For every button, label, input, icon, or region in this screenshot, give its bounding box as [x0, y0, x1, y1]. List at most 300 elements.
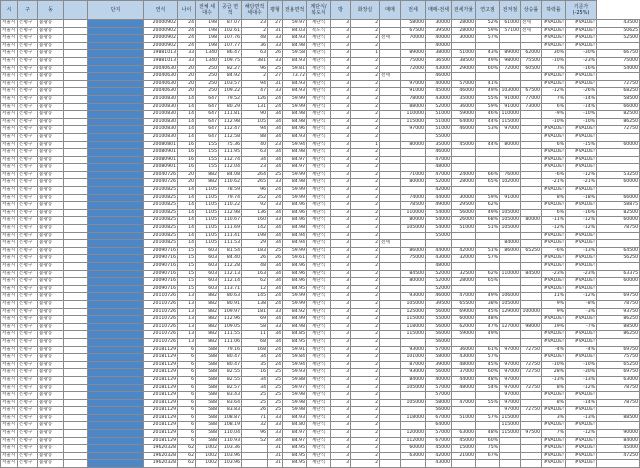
table-cell[interactable]: 46% — [476, 111, 500, 119]
table-cell[interactable]: 48% — [476, 316, 500, 324]
table-cell[interactable]: 71000 — [401, 171, 426, 179]
table-row[interactable] — [1, 384, 640, 392]
table-cell[interactable] — [380, 430, 401, 438]
table-cell[interactable]: 서울시 — [1, 164, 18, 172]
table-cell[interactable]: -10% — [566, 111, 597, 119]
table-cell[interactable] — [64, 346, 88, 354]
table-cell[interactable] — [88, 133, 144, 141]
table-cell[interactable] — [88, 437, 144, 445]
table-cell[interactable]: -13% — [542, 376, 566, 384]
table-cell[interactable] — [88, 392, 144, 400]
table-cell[interactable]: 882 — [196, 323, 219, 331]
table-cell[interactable]: 59.97 — [283, 384, 307, 392]
table-cell[interactable]: 103.96 — [219, 460, 242, 468]
table-cell[interactable]: 2 — [351, 35, 380, 43]
table-cell[interactable] — [452, 149, 476, 157]
table-cell[interactable]: 3 — [331, 65, 351, 73]
table-cell[interactable]: 은평구 — [18, 240, 38, 248]
table-cell[interactable]: 3 — [331, 111, 351, 119]
table-row[interactable] — [1, 80, 640, 88]
table-cell[interactable]: 19% — [542, 323, 566, 331]
table-row[interactable] — [1, 270, 640, 278]
table-cell[interactable] — [380, 50, 401, 58]
table-cell[interactable]: 계단식 — [307, 399, 331, 407]
table-cell[interactable]: 88 — [242, 133, 268, 141]
table-cell[interactable]: 111.69 — [219, 225, 242, 233]
table-cell[interactable]: 80000 — [401, 217, 426, 225]
table-cell[interactable]: 전세 — [521, 20, 542, 28]
table-cell[interactable]: 43000 — [426, 460, 452, 468]
table-cell[interactable]: 21000 — [452, 452, 476, 460]
table-cell[interactable]: 불광동 — [38, 65, 64, 73]
table-cell[interactable]: 15000 — [452, 445, 476, 453]
table-cell[interactable] — [521, 445, 542, 453]
table-cell[interactable] — [476, 407, 500, 415]
table-cell[interactable]: #VALUE! — [566, 35, 597, 43]
table-cell[interactable]: 110000 — [401, 111, 426, 119]
table-cell[interactable]: 26000 — [452, 217, 476, 225]
table-cell[interactable]: 은평구 — [18, 118, 38, 126]
table-cell[interactable]: 80000 — [521, 217, 542, 225]
table-cell[interactable]: 불광동 — [38, 384, 64, 392]
column-header[interactable]: 상승률 — [521, 1, 542, 20]
table-cell[interactable]: 계단식 — [307, 164, 331, 172]
table-cell[interactable]: 불광동 — [38, 338, 64, 346]
table-row[interactable] — [1, 300, 640, 308]
table-cell[interactable]: 서울시 — [1, 217, 18, 225]
table-row[interactable] — [1, 202, 640, 210]
table-cell[interactable] — [88, 42, 144, 50]
table-cell[interactable] — [521, 452, 542, 460]
table-cell[interactable]: 불광동 — [38, 399, 64, 407]
column-header[interactable]: 나이 — [178, 1, 196, 20]
table-cell[interactable] — [476, 263, 500, 271]
table-cell[interactable]: #VALUE! — [566, 27, 597, 35]
table-cell[interactable]: 계단식 — [307, 293, 331, 301]
table-cell[interactable] — [521, 141, 542, 149]
table-cell[interactable]: 54000 — [426, 217, 452, 225]
table-cell[interactable]: 서울시 — [1, 20, 18, 28]
table-cell[interactable]: 73.72 — [283, 73, 307, 81]
table-cell[interactable]: 34 — [242, 156, 268, 164]
table-cell[interactable]: 84.99 — [283, 316, 307, 324]
table-cell[interactable]: 84.95 — [283, 445, 307, 453]
table-cell[interactable] — [521, 179, 542, 187]
table-cell[interactable] — [64, 430, 88, 438]
table-cell[interactable]: 603 — [196, 270, 219, 278]
table-cell[interactable]: 84.97 — [283, 437, 307, 445]
table-cell[interactable]: 588 — [196, 354, 219, 362]
table-cell[interactable]: 은평구 — [18, 331, 38, 339]
table-cell[interactable]: 계단식 — [307, 103, 331, 111]
table-cell[interactable] — [64, 460, 88, 468]
table-cell[interactable] — [597, 42, 640, 50]
table-cell[interactable]: 계단식 — [307, 217, 331, 225]
table-cell[interactable]: 24 — [268, 187, 283, 195]
table-cell[interactable]: 2 — [351, 323, 380, 331]
table-cell[interactable]: 168 — [242, 346, 268, 354]
table-cell[interactable]: 250 — [196, 73, 219, 81]
table-cell[interactable] — [476, 285, 500, 293]
table-cell[interactable]: 97000 — [500, 407, 521, 415]
table-cell[interactable]: 34 — [268, 263, 283, 271]
table-cell[interactable]: 불광동 — [38, 88, 64, 96]
table-cell[interactable]: 계단식 — [307, 376, 331, 384]
table-cell[interactable]: 서울시 — [1, 354, 18, 362]
table-cell[interactable]: 78750 — [597, 384, 640, 392]
table-row[interactable] — [1, 126, 640, 134]
table-cell[interactable] — [64, 133, 88, 141]
table-cell[interactable]: 16 — [178, 141, 196, 149]
table-cell[interactable]: 2 — [351, 407, 380, 415]
table-cell[interactable]: 82.27 — [219, 65, 242, 73]
table-row[interactable] — [1, 118, 640, 126]
table-cell[interactable]: 은평구 — [18, 361, 38, 369]
table-cell[interactable]: 57% — [476, 414, 500, 422]
table-cell[interactable]: 2 — [351, 202, 380, 210]
table-cell[interactable]: 46000 — [452, 88, 476, 96]
table-cell[interactable]: 882 — [196, 171, 219, 179]
table-cell[interactable]: 25 — [268, 247, 283, 255]
table-cell[interactable] — [597, 232, 640, 240]
table-cell[interactable] — [452, 187, 476, 195]
table-cell[interactable]: 25 — [268, 392, 283, 400]
table-cell[interactable] — [380, 217, 401, 225]
table-cell[interactable]: 2 — [351, 118, 380, 126]
table-cell[interactable] — [64, 65, 88, 73]
table-cell[interactable]: 은평구 — [18, 88, 38, 96]
table-cell[interactable]: 60000 — [452, 316, 476, 324]
table-cell[interactable]: 60% — [476, 437, 500, 445]
table-cell[interactable] — [597, 392, 640, 400]
table-cell[interactable]: 43000 — [452, 354, 476, 362]
table-cell[interactable]: 2 — [351, 376, 380, 384]
table-cell[interactable]: 59.93 — [283, 369, 307, 377]
table-cell[interactable]: 84.80 — [283, 422, 307, 430]
table-cell[interactable]: 은평구 — [18, 278, 38, 286]
table-cell[interactable]: 55000 — [426, 316, 452, 324]
table-cell[interactable] — [380, 399, 401, 407]
table-cell[interactable]: 15 — [178, 255, 196, 263]
table-cell[interactable]: 57000 — [426, 392, 452, 400]
table-cell[interactable]: 은평구 — [18, 209, 38, 217]
table-cell[interactable]: 3 — [331, 376, 351, 384]
table-cell[interactable] — [380, 247, 401, 255]
table-cell[interactable] — [597, 156, 640, 164]
table-cell[interactable]: 20110726 — [144, 316, 178, 324]
table-cell[interactable] — [88, 430, 144, 438]
table-cell[interactable]: 2 — [351, 437, 380, 445]
table-cell[interactable]: 2 — [351, 65, 380, 73]
table-cell[interactable]: 84.98 — [283, 42, 307, 50]
table-cell[interactable]: -3% — [566, 308, 597, 316]
table-cell[interactable]: #VALUE! — [566, 202, 597, 210]
table-cell[interactable]: 3 — [331, 361, 351, 369]
table-cell[interactable]: 은평구 — [18, 354, 38, 362]
table-cell[interactable]: 은평구 — [18, 316, 38, 324]
table-cell[interactable] — [597, 149, 640, 157]
table-cell[interactable]: 38000 — [426, 50, 452, 58]
table-cell[interactable]: 103.36 — [219, 445, 242, 453]
table-cell[interactable] — [88, 240, 144, 248]
table-cell[interactable]: #VALUE! — [566, 149, 597, 157]
table-cell[interactable]: 84.92 — [219, 73, 242, 81]
table-cell[interactable]: 94 — [242, 80, 268, 88]
table-cell[interactable]: 3 — [331, 133, 351, 141]
table-cell[interactable]: 79.74 — [219, 194, 242, 202]
table-cell[interactable]: 24 — [268, 194, 283, 202]
table-cell[interactable]: 86000 — [500, 247, 521, 255]
table-cell[interactable]: 계단식 — [307, 118, 331, 126]
table-cell[interactable]: 84000 — [597, 437, 640, 445]
table-cell[interactable] — [500, 255, 521, 263]
table-cell[interactable]: #VALUE! — [566, 187, 597, 195]
table-cell[interactable]: 은평구 — [18, 399, 38, 407]
table-cell[interactable] — [521, 133, 542, 141]
table-cell[interactable]: 16 — [178, 149, 196, 157]
table-cell[interactable]: 계단식 — [307, 300, 331, 308]
table-cell[interactable]: 불광동 — [38, 171, 64, 179]
table-cell[interactable]: 불광동 — [38, 164, 64, 172]
table-cell[interactable]: 66% — [476, 171, 500, 179]
column-header[interactable]: 공급 면적 — [219, 1, 242, 20]
table-cell[interactable]: 588 — [196, 422, 219, 430]
table-cell[interactable] — [521, 399, 542, 407]
table-cell[interactable]: 7% — [542, 430, 566, 438]
table-cell[interactable]: 80.29 — [219, 103, 242, 111]
table-cell[interactable]: 86000 — [401, 247, 426, 255]
table-cell[interactable] — [521, 316, 542, 324]
table-cell[interactable]: 불광동 — [38, 187, 64, 195]
table-cell[interactable]: 81.54 — [219, 247, 242, 255]
table-cell[interactable]: 56000 — [426, 407, 452, 415]
table-cell[interactable] — [521, 392, 542, 400]
table-cell[interactable]: 20090716 — [144, 247, 178, 255]
table-cell[interactable]: 서울시 — [1, 407, 18, 415]
table-cell[interactable]: 6 — [178, 384, 196, 392]
table-cell[interactable]: 20080901 — [144, 156, 178, 164]
table-cell[interactable] — [380, 27, 401, 35]
table-cell[interactable]: 68 — [242, 338, 268, 346]
table-cell[interactable] — [64, 118, 88, 126]
table-row[interactable] — [1, 133, 640, 141]
table-cell[interactable]: 6 — [178, 392, 196, 400]
table-cell[interactable]: 계단식 — [307, 80, 331, 88]
table-cell[interactable]: 14 — [178, 133, 196, 141]
table-cell[interactable] — [64, 338, 88, 346]
table-cell[interactable]: 1105 — [196, 240, 219, 248]
table-cell[interactable]: 3 — [331, 247, 351, 255]
table-cell[interactable] — [597, 73, 640, 81]
table-cell[interactable] — [401, 232, 426, 240]
table-cell[interactable] — [597, 263, 640, 271]
table-cell[interactable]: 112.47 — [219, 126, 242, 134]
table-cell[interactable] — [88, 95, 144, 103]
table-cell[interactable]: 2 — [351, 346, 380, 354]
table-cell[interactable]: 불광동 — [38, 278, 64, 286]
table-cell[interactable]: 57000 — [426, 346, 452, 354]
table-cell[interactable]: -14% — [566, 399, 597, 407]
table-cell[interactable] — [88, 300, 144, 308]
table-cell[interactable]: #VALUE! — [542, 255, 566, 263]
table-cell[interactable]: 은평구 — [18, 111, 38, 119]
table-cell[interactable] — [64, 80, 88, 88]
table-cell[interactable]: 100000 — [521, 308, 542, 316]
table-cell[interactable] — [380, 156, 401, 164]
table-cell[interactable]: 115000 — [401, 118, 426, 126]
table-cell[interactable]: 은평구 — [18, 20, 38, 28]
column-header[interactable]: 동 — [38, 1, 64, 20]
table-cell[interactable]: 3 — [331, 240, 351, 248]
table-cell[interactable] — [380, 57, 401, 65]
table-cell[interactable]: 80.47 — [219, 354, 242, 362]
table-cell[interactable]: 80.63 — [219, 293, 242, 301]
table-row[interactable] — [1, 346, 640, 354]
table-cell[interactable]: 3 — [331, 95, 351, 103]
table-cell[interactable]: 112.98 — [219, 118, 242, 126]
table-cell[interactable]: 불광동 — [38, 247, 64, 255]
table-cell[interactable] — [597, 460, 640, 468]
table-cell[interactable]: 20100830 — [144, 133, 178, 141]
table-cell[interactable]: 86250 — [597, 118, 640, 126]
table-cell[interactable]: 3 — [331, 171, 351, 179]
table-cell[interactable]: 27 — [268, 20, 283, 28]
table-cell[interactable]: 80000 — [401, 278, 426, 286]
table-cell[interactable]: 36000 — [452, 346, 476, 354]
table-cell[interactable]: #VALUE! — [542, 338, 566, 346]
table-cell[interactable]: 불광동 — [38, 285, 64, 293]
table-cell[interactable]: 112.13 — [219, 270, 242, 278]
table-cell[interactable] — [380, 42, 401, 50]
table-cell[interactable]: 62 — [178, 452, 196, 460]
table-cell[interactable]: 51000 — [452, 225, 476, 233]
table-cell[interactable]: 59.99 — [283, 103, 307, 111]
table-cell[interactable]: 20181129 — [144, 407, 178, 415]
table-cell[interactable]: 24 — [268, 95, 283, 103]
table-cell[interactable] — [500, 278, 521, 286]
table-row[interactable] — [1, 278, 640, 286]
table-cell[interactable]: 13 — [178, 316, 196, 324]
table-cell[interactable]: 88000 — [401, 103, 426, 111]
table-cell[interactable]: 66750 — [597, 50, 640, 58]
table-cell[interactable]: -21% — [566, 179, 597, 187]
table-cell[interactable]: 19881013 — [144, 57, 178, 65]
table-cell[interactable]: 서울시 — [1, 149, 18, 157]
table-cell[interactable]: 265 — [242, 179, 268, 187]
table-cell[interactable]: 28000 — [452, 179, 476, 187]
table-cell[interactable]: 84500 — [401, 270, 426, 278]
table-cell[interactable]: 101000 — [401, 354, 426, 362]
table-cell[interactable]: 33 — [268, 202, 283, 210]
table-cell[interactable]: 은평구 — [18, 141, 38, 149]
table-cell[interactable]: 서울시 — [1, 126, 18, 134]
table-cell[interactable]: 43000 — [426, 95, 452, 103]
table-cell[interactable]: 109.75 — [219, 57, 242, 65]
table-cell[interactable]: 8% — [542, 194, 566, 202]
table-cell[interactable] — [88, 247, 144, 255]
table-cell[interactable]: #VALUE! — [566, 42, 597, 50]
table-cell[interactable]: 20080801 — [144, 141, 178, 149]
table-cell[interactable]: 19620328 — [144, 445, 178, 453]
table-cell[interactable]: 20100830 — [144, 126, 178, 134]
table-cell[interactable]: 136 — [242, 209, 268, 217]
table-cell[interactable]: 14 — [178, 126, 196, 134]
table-cell[interactable]: 3 — [331, 232, 351, 240]
table-cell[interactable]: 불광동 — [38, 422, 64, 430]
table-cell[interactable]: 75500 — [521, 57, 542, 65]
table-cell[interactable]: -14% — [566, 103, 597, 111]
table-cell[interactable]: 59.94 — [283, 141, 307, 149]
table-cell[interactable]: 59.88 — [283, 376, 307, 384]
table-cell[interactable]: #VALUE! — [566, 392, 597, 400]
table-cell[interactable]: 91000 — [500, 194, 521, 202]
table-cell[interactable]: 76000 — [500, 171, 521, 179]
table-cell[interactable] — [380, 263, 401, 271]
table-cell[interactable] — [380, 308, 401, 316]
table-cell[interactable]: 3 — [331, 407, 351, 415]
table-cell[interactable]: 250 — [196, 88, 219, 96]
table-cell[interactable]: 은평구 — [18, 187, 38, 195]
table-cell[interactable]: 불광동 — [38, 414, 64, 422]
table-cell[interactable]: 110000 — [500, 111, 521, 119]
table-cell[interactable]: 48000 — [426, 164, 452, 172]
table-cell[interactable] — [64, 171, 88, 179]
table-cell[interactable]: 84.98 — [283, 225, 307, 233]
table-cell[interactable]: 103.96 — [219, 452, 242, 460]
table-cell[interactable] — [380, 65, 401, 73]
table-cell[interactable]: 63 — [242, 149, 268, 157]
table-row[interactable] — [1, 20, 640, 28]
table-cell[interactable]: 109.05 — [219, 323, 242, 331]
table-cell[interactable]: -30% — [566, 369, 597, 377]
table-cell[interactable]: 588 — [196, 430, 219, 438]
table-cell[interactable]: 불광동 — [38, 361, 64, 369]
table-cell[interactable]: 98000 — [521, 323, 542, 331]
table-cell[interactable]: 불광동 — [38, 111, 64, 119]
table-cell[interactable]: 계단식 — [307, 73, 331, 81]
table-cell[interactable]: 3 — [331, 369, 351, 377]
table-cell[interactable]: 26 — [242, 255, 268, 263]
table-cell[interactable] — [88, 179, 144, 187]
table-cell[interactable]: 서울시 — [1, 171, 18, 179]
table-cell[interactable]: 서울시 — [1, 50, 18, 58]
table-cell[interactable]: 34 — [268, 240, 283, 248]
table-cell[interactable]: 2 — [351, 263, 380, 271]
table-cell[interactable]: 20 — [178, 179, 196, 187]
table-cell[interactable]: 83.43 — [219, 392, 242, 400]
table-cell[interactable]: 67% — [476, 452, 500, 460]
table-cell[interactable]: 69750 — [597, 346, 640, 354]
table-cell[interactable]: 49% — [476, 293, 500, 301]
table-cell[interactable]: 불광동 — [38, 50, 64, 58]
table-cell[interactable]: 6% — [542, 141, 566, 149]
table-cell[interactable]: 2 — [351, 80, 380, 88]
table-cell[interactable]: 20000902 — [144, 35, 178, 43]
table-cell[interactable] — [380, 95, 401, 103]
table-cell[interactable]: 84.93 — [283, 35, 307, 43]
table-cell[interactable]: 59.98 — [283, 399, 307, 407]
table-cell[interactable]: 48% — [476, 430, 500, 438]
table-cell[interactable] — [64, 209, 88, 217]
table-cell[interactable]: 2 — [351, 27, 380, 35]
table-cell[interactable]: 115000 — [500, 422, 521, 430]
table-cell[interactable]: -8% — [566, 300, 597, 308]
table-cell[interactable] — [500, 133, 521, 141]
column-header[interactable] — [64, 1, 88, 20]
table-cell[interactable]: 20100825 — [144, 209, 178, 217]
table-cell[interactable]: 은평구 — [18, 50, 38, 58]
table-cell[interactable]: 26 — [268, 255, 283, 263]
